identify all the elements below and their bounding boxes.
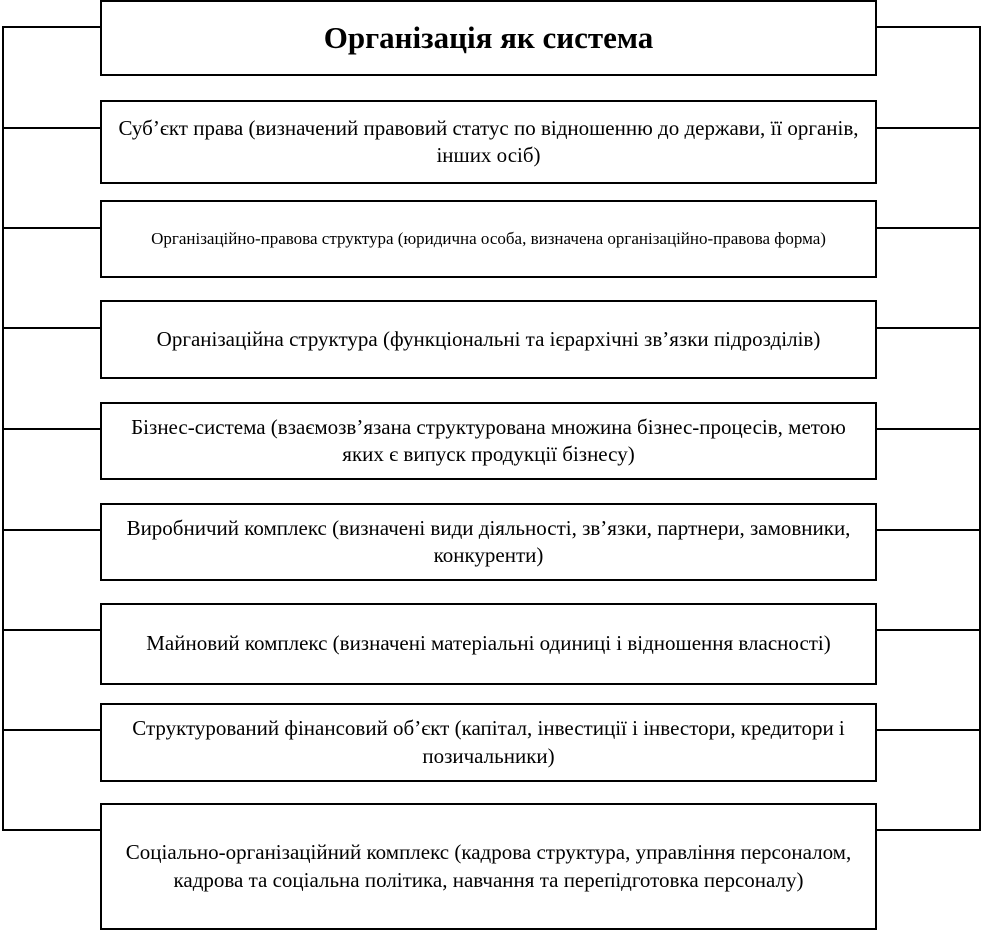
diagram-item-property-complex xyxy=(100,603,877,685)
diagram-item-text: Організаційна структура (функціональні та ієрархічні зв’язки підрозділів) xyxy=(156,326,821,351)
right-connector-to-item-6 xyxy=(876,629,981,631)
right-connector-to-item-2 xyxy=(876,227,981,229)
diagram-item-text: Організаційно-правова структура (юридична особа, визначена організаційно-правова форма) xyxy=(151,228,826,248)
diagram-item-text: Структурований фінансовий об’єкт (капітал, інвестиції і інвестори, кредитори і позичальники) xyxy=(132,716,845,768)
diagram-item-text: Соціально-організаційний комплекс (кадрова структура, управління персоналом, кадрова та соціальна політика, навчання та перепідготовка персоналу) xyxy=(125,840,852,892)
diagram-item-text: Суб’єкт права (визначений правовий статус по відношенню до держави, її органів, інших осіб) xyxy=(118,115,859,167)
right-connector-to-item-1 xyxy=(876,127,981,129)
right-connector-to-title xyxy=(876,26,981,28)
left-connector-to-item-3 xyxy=(2,327,102,329)
diagram-item-legal-structure xyxy=(100,200,877,278)
right-connector-to-item-4 xyxy=(876,428,981,430)
left-connector-to-item-6 xyxy=(2,629,102,631)
diagram-item-production-complex xyxy=(100,503,877,581)
diagram-item-social-complex xyxy=(100,803,877,930)
left-connector-to-title xyxy=(2,26,102,28)
diagram-item-text: Майновий комплекс (визначені матеріальні одиниці і відношення власності) xyxy=(146,631,831,656)
right-connector-to-item-8 xyxy=(876,829,981,831)
left-connector-to-item-7 xyxy=(2,729,102,731)
left-connector-to-item-1 xyxy=(2,127,102,129)
diagram-item-legal-subject xyxy=(100,100,877,184)
right-connector-to-item-3 xyxy=(876,327,981,329)
diagram-item-text: Виробничий комплекс (визначені види діяльності, зв’язки, партнери, замовники, конкуренти) xyxy=(126,515,851,567)
right-connector-to-item-5 xyxy=(876,529,981,531)
left-connector-to-item-4 xyxy=(2,428,102,430)
diagram-item-org-structure xyxy=(100,300,877,379)
left-connector-to-item-2 xyxy=(2,227,102,229)
left-connector-to-item-8 xyxy=(2,829,102,831)
diagram-title: Організація як система xyxy=(323,19,654,55)
diagram-item-text: Бізнес-система (взаємозв’язана структурована множина бізнес-процесів, метою яких є випуск продукції бізнесу) xyxy=(131,414,846,466)
left-connector-to-item-5 xyxy=(2,529,102,531)
diagram-item-financial-object xyxy=(100,703,877,782)
diagram-title-box xyxy=(100,0,877,76)
diagram-item-business-system xyxy=(100,402,877,480)
right-connector-to-item-7 xyxy=(876,729,981,731)
